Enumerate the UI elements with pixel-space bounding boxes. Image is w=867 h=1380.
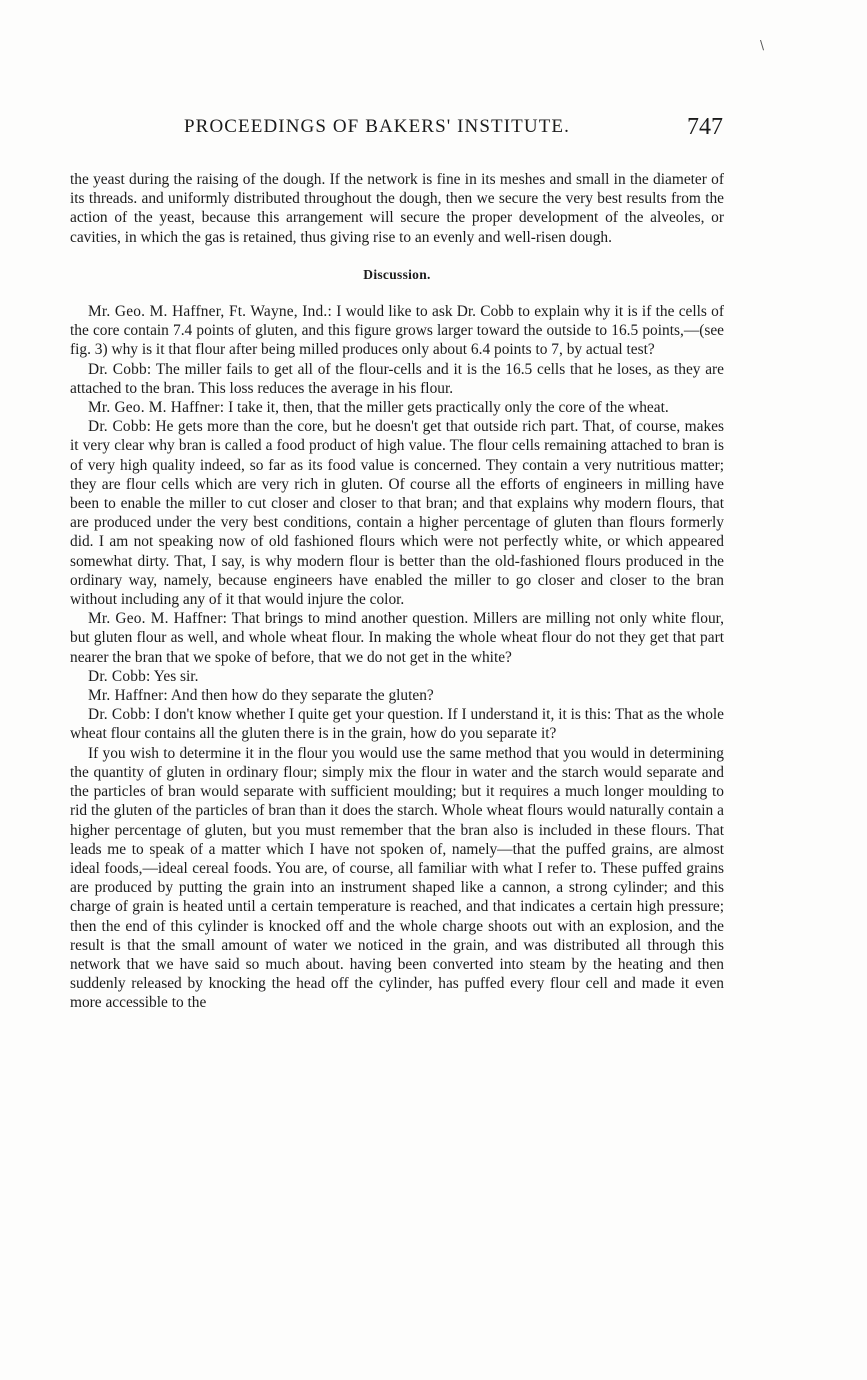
paragraph-text: I don't know whether I quite get your question. If I understand it, it is this: That as the whole wheat flour contains all the gluten there is in the grain, how do you separate it? — [70, 706, 724, 743]
discussion-paragraph — [70, 609, 724, 667]
paragraph-text: The miller fails to get all of the flour-cells and it is the 16.5 cells that he loses, as they are attached to the bran. This loss reduces the average in his flour. — [70, 360, 725, 397]
discussion-paragraph — [70, 417, 724, 609]
page-header — [70, 114, 725, 148]
speaker-label: Dr. Cobb: — [88, 667, 151, 685]
section-title: Discussion. — [363, 266, 431, 282]
speaker-label: Dr. Cobb: — [88, 360, 152, 378]
scan-speck: \ — [760, 38, 765, 52]
discussion-paragraph — [70, 360, 724, 398]
speaker-label: Mr. Geo. M. Haffner: — [88, 610, 228, 628]
paragraph-text: He gets more than the core, but he doesn't get that outside rich part. That, of course, makes it very clear why bran is called a food product of high value. The flour cells remaining attached to bran is of very high quality indeed, so far as its food value is concerned. They contain a very nutritious matter; they are flour cells which are very rich in gluten. Of course all the efforts of engineers in milling have been to enable the miller to cut closer and closer to that bran; and that explains why modern flours, that are produced under the very best conditions, contain a higher percentage of gluten than flours formerly did. I am not speaking now of old fashioned flours which were not perfectly white, or which appeared somewhat dirty. That, I say, is why modern flour is better than the old-fashioned flours produced in the ordinary way, namely, because engineers have enabled the miller to go closer and closer to the bran without including any of it that would injure the color. — [70, 418, 724, 609]
intro-paragraph: the yeast during the raising of the dough. If the network is fine in its meshes and small in the diameter of its threads. and uniformly distributed throughout the dough, then we secure the very best results from the action of the yeast, because this arrangement will secure the proper development of the alveoles, or cavities, in which the gas is retained, thus giving rise to an evenly and well-risen dough. — [70, 171, 724, 246]
running-head: PROCEEDINGS OF BAKERS' INSTITUTE. — [184, 116, 570, 137]
discussion-paragraph — [70, 302, 724, 360]
discussion-paragraph — [70, 744, 724, 1013]
paragraph-text: That brings to mind another question. Millers are milling not only white flour, but gluten flour as well, and whole wheat flour. In making the whole wheat flour do not they get that part nearer the bran that we spoke of before, that we do not get in the white? — [70, 610, 724, 666]
paragraph-text: I take it, then, that the miller gets practically only the core of the wheat. — [228, 399, 669, 417]
discussion-paragraph — [70, 686, 724, 705]
page-body — [70, 170, 724, 1013]
speaker-label: Mr. Geo. M. Haffner: — [88, 399, 225, 417]
paragraph-text: And then how do they separate the gluten? — [170, 687, 434, 705]
discussion-paragraph — [70, 667, 724, 686]
paragraph-text: I would like to ask Dr. Cobb to explain why it is if the cells of the core contain 7.4 points of gluten, and this figure grows larger toward the outside to 16.5 points,—(see fig. 3) why is it that flour after being milled produces only about 6.4 points to 7, by actual test? — [70, 303, 724, 359]
discussion-paragraph — [70, 398, 724, 417]
paragraph-text: Yes sir. — [153, 667, 199, 685]
discussion-paragraph — [70, 705, 724, 743]
speaker-label: Dr. Cobb: — [88, 706, 151, 724]
paragraph-text: If you wish to determine it in the flour you would use the same method that you would in determining the quantity of gluten in ordinary flour; simply mix the flour in water and the starch would separate and the particles of bran would separate with sufficient moulding; but it requires a much longer moulding to rid the gluten of the particles of bran than it does the starch. Whole wheat flours would naturally contain a higher percentage of gluten, but you must remember that the bran also is included in these flours. That leads me to speak of a matter which I have not spoken of, namely—that the puffed grains, are almost ideal foods,—ideal cereal foods. You are, of course, all familiar with what I refer to. These puffed grains are produced by putting the grain into an instrument shaped like a cannon, a strong cylinder; and this charge of grain is heated until a certain temperature is reached, and that indicates a certain high pressure; then the end of this cylinder is knocked off and the whole charge shoots out with an explosion, and the result is that the small amount of water we noticed in the grain, and was distributed all through this network that we have said so much about. having been converted into steam by the heating and then suddenly released by knocking the head off the cylinder, has puffed every flour cell and made it even more accessible to the — [70, 744, 724, 1012]
page-number: 747 — [687, 114, 723, 140]
speaker-label: Mr. Haffner: — [88, 687, 168, 705]
speaker-label: Mr. Geo. M. Haffner, Ft. Wayne, Ind.: — [88, 303, 332, 321]
speaker-label: Dr. Cobb: — [88, 418, 152, 436]
